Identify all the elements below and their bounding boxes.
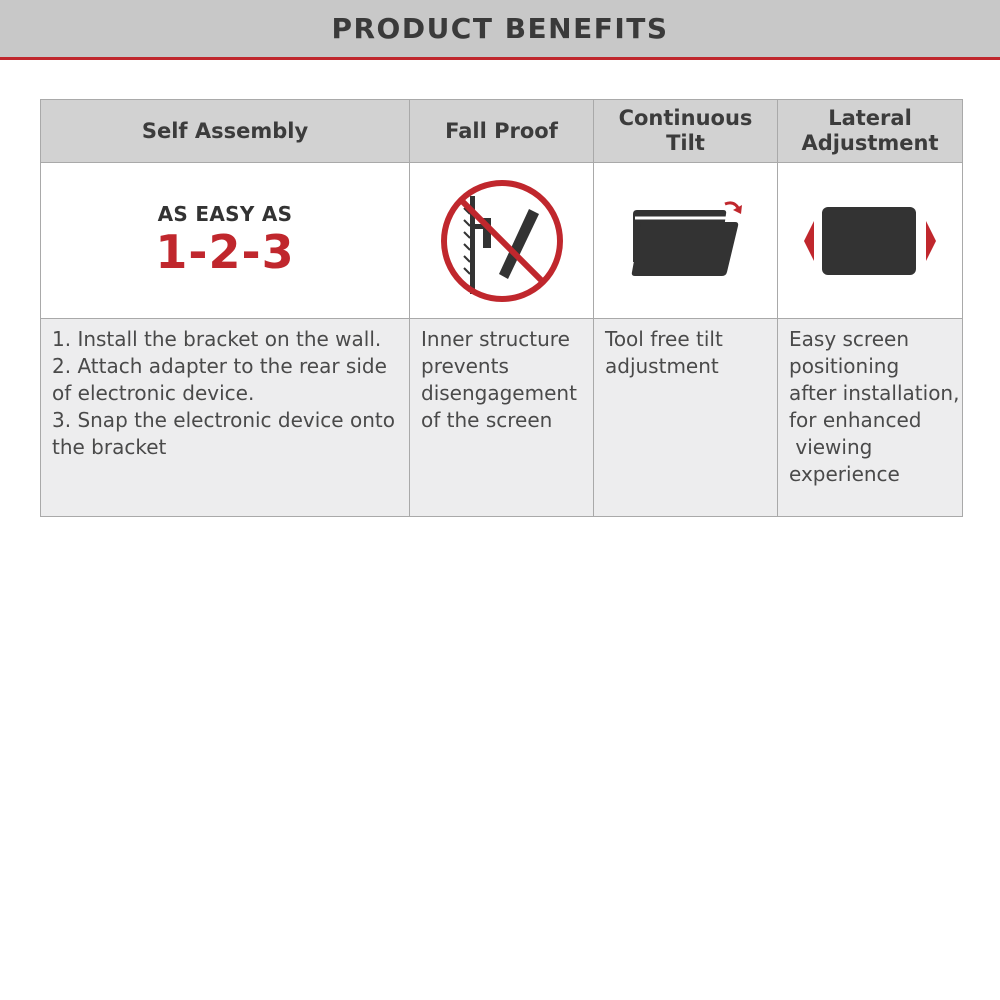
description-line: for enhanced	[789, 408, 922, 432]
description-line: Inner structure	[421, 327, 570, 351]
column-header-self-assembly	[41, 100, 410, 163]
description-line: after installation,	[789, 381, 960, 405]
page-title: PRODUCT BENEFITS	[331, 12, 669, 45]
fall-proof-description	[410, 319, 594, 517]
header-banner	[0, 0, 1000, 60]
easy-label: AS EASY AS	[157, 201, 293, 226]
column-title: Self Assembly	[141, 118, 309, 143]
icon-row	[41, 163, 963, 319]
screen-icon	[822, 207, 916, 275]
easy-steps: 1-2-3	[155, 224, 295, 279]
description-line: 1. Install the bracket on the wall.	[52, 327, 382, 351]
description-line: Easy screen	[789, 327, 909, 351]
description-line: adjustment	[605, 354, 719, 378]
column-title-line: Continuous	[618, 106, 753, 130]
self-assembly-description	[41, 319, 410, 517]
description-line: of the screen	[421, 408, 553, 432]
description-row	[41, 319, 963, 517]
tilt-screen-icon	[621, 196, 751, 286]
description-line: 2. Attach adapter to the rear side	[52, 354, 387, 378]
description-line: disengagement	[421, 381, 577, 405]
continuous-tilt-description	[594, 319, 778, 517]
no-falling-icon	[437, 176, 567, 306]
description-line: of electronic device.	[52, 381, 255, 405]
description-line: prevents	[421, 354, 509, 378]
column-title: Fall Proof	[445, 118, 558, 143]
column-header-fall-proof	[410, 100, 594, 163]
description-line: viewing	[789, 435, 873, 459]
description-line: experience	[789, 462, 900, 486]
column-title-line: Lateral	[828, 106, 912, 130]
column-header-lateral-adjustment	[778, 100, 963, 163]
column-title-line: Adjustment	[801, 131, 939, 155]
self-assembly-icon-cell	[41, 163, 410, 319]
description-line: positioning	[789, 354, 900, 378]
left-arrow-icon	[804, 221, 814, 261]
column-title-line: Tilt	[666, 131, 705, 155]
right-arrow-icon	[926, 221, 936, 261]
description-line: Tool free tilt	[605, 327, 723, 351]
lateral-arrows-icon	[800, 201, 940, 281]
lateral-adjustment-icon-cell	[778, 163, 963, 319]
benefits-table	[40, 99, 963, 517]
fall-proof-icon-cell	[410, 163, 594, 319]
column-header-continuous-tilt	[594, 100, 778, 163]
description-line: 3. Snap the electronic device onto	[52, 408, 395, 432]
header-row	[41, 100, 963, 163]
lateral-adjustment-description	[778, 319, 963, 517]
continuous-tilt-icon-cell	[594, 163, 778, 319]
description-line: the bracket	[52, 435, 167, 459]
as-easy-as-123	[41, 202, 409, 278]
